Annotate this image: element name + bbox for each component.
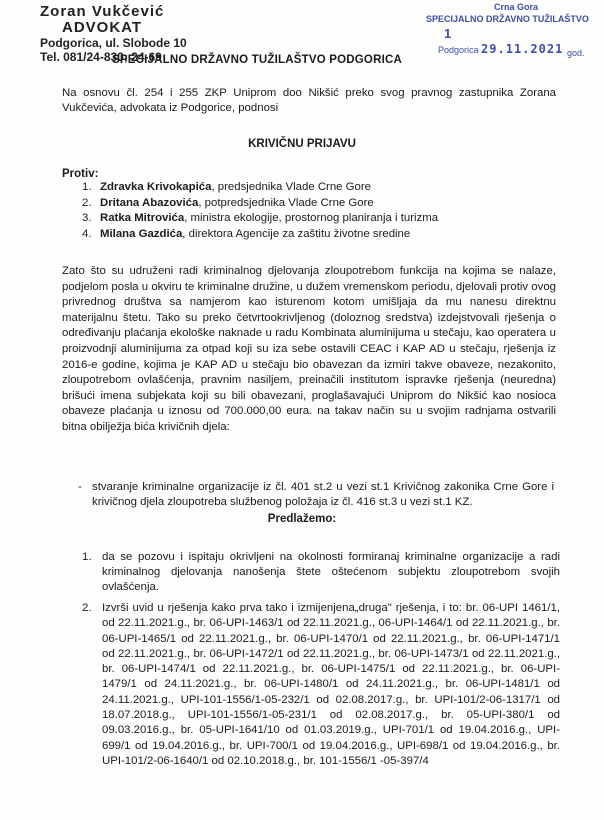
charge-item (78, 480, 554, 510)
letterhead-name: Zoran Vukčević (40, 3, 165, 20)
document-title: KRIVIČNU PRIJAVU (248, 138, 356, 150)
against-label: Protiv: (62, 168, 99, 180)
proposal-list (82, 550, 560, 775)
charge-text: stvaranje kriminalne organizacije iz čl. 401 st.2 u vezi st.1 Krivičnog zakonika Crne Gore i krivičnog djela zloupotreba službenog položaja iz čl. 416 st.3 u vezi st.1 KZ. (92, 481, 554, 508)
list-item: 2. Dritana Abazovića, potpredsjednika Vlade Crne Gore (82, 196, 374, 209)
accused-name: Dritana Abazovića (100, 196, 199, 209)
accused-name: Milana Gazdića (100, 227, 183, 240)
accused-name: Zdravka Krivokapića (100, 181, 212, 193)
proposal-text: da se pozovu i ispitaju okrivljeni na okolnosti formiranaj kriminalne organizacije a radi kriminalnog djelovanja nanošenja štete oštećenom subjektu zloupotrebom svojih ovlašćenja. (102, 551, 560, 593)
propose-heading: Predlažemo: (267, 513, 337, 525)
accused-role: , predsjednika Vlade Crne Gore (211, 181, 371, 193)
accused-list (82, 180, 438, 242)
list-item: 1. da se pozovu i ispitaju okrivljeni na okolnosti formiranaj kriminalne organizacije a radi kriminalnog djelovanja nanošenja štete oštećenom subjektu zloupotrebom svojih ovlašćenja. (82, 551, 560, 593)
stamp-date-line (438, 44, 563, 56)
accused-role: , ministra ekologije, prostornog planiranja i turizma (184, 212, 439, 224)
accused-role: , potpredsjednika Vlade Crne Gore (198, 196, 374, 209)
bullet-dash: - (78, 481, 82, 493)
list-item: 2. Izvrši uvid u rješenja kako prva tako i izmijenjena„druga" rješenja, i to: br. 06-UPI 1461/1, od 22.11.2021.g., br. 06-UPI-1463/1 od 22.11.2021.g., 06-UPI-1464/1 od 22.11.2021.g., br. 06-UPI-1465/1 od 22.11.2021.g., br. 06-UPI-1470/1 od 22.11.2021.g., br. 06-UPI-1471/1 od 22.11.2021.g., br. 06-UPI-1472/1 od 22.11.2021.g., br. 06-UPI-1473/1 od 22.11.2021.g., br. 06-UPI-1474/1 od 22.11.2021.g., br. 06-UPI-1475/1 od 22.11.2021.g., br. 06-UPI-1479/1 od 24.11.2021.g., br. 06-UPI-1480/1 od 24.11.2021.g., br. 06-UPI-1481/1 od 24.11.2021.g., UPI-101-1556/1-05-232/1 od 02.08.2017.g., br. UPI-101/2-06-1317/1 od 18.07.2018.g., UPI-101-1556/1-05-231/1 od 02.08.2017.g., br. 05-UPI-380/1 od 09.03.2016.g., br. 05-UPI-1641/10 od 01.03.2019.g., UPI-701/1 od 19.04.2016.g., UPI-699/1 od 19.04.2016.g., br. UPI-700/1 od 19.04.2016.g., UPI-698/1 od 19.04.2016.g., br. UPI-101/2-06-1640/1 od 02.10.2018.g., br. 101-1556/1 -05-397/4 (82, 602, 560, 767)
list-item: 1. Zdravka Krivokapića, predsjednika Vlade Crne Gore (82, 181, 371, 193)
list-item: 3. Ratka Mitrovića, ministra ekologije, prostornog planiranja i turizma (82, 212, 439, 224)
stamp-date: 29.11.2021 (481, 42, 564, 56)
receipt-stamp (424, 2, 600, 60)
letterhead-address: Podgorica, ul. Slobode 10 (40, 36, 187, 50)
stamp-office: SPECIJALNO DRŽAVNO TUŽILAŠTVO (426, 14, 589, 24)
body-paragraph: Zato što su udruženi radi kriminalnog djelovanja zloupotrebom funkcija na kojima se nalaze, podjelom posla u okviru te kriminalne družine, u dužem vremenskom periodu, djelovali protiv ovog privrednog društva sa namjerom kao isturenom kotom umišljaja da mu nanesu direktnu materijalnu štetu. Tako su preko četvrtookrivljenog (doloznog sredstva) izdejstvovali rješenja o određivanju plaćanja ekološke naknade u radu Kombinata aluminijuma u stečaju, kao operatera u proizvodnji aluminijuma za otpad koji su iza sebe ostavili CEAC i KAP AD u stečaju, rješenja iz 2016-e godine, kojima je KAP AD u stečaju bio obavezan da izmiri takve obaveze, nezakonito, zloupotrebom ovlašćenja, pravnim nasiljem, preinačili institutom ispravke rješenja (neuredna) brišući imena subjekata koji su bili obavezani, proglašavajući Uniprom do Nikšić kao nosioca obaveze plaćanja u iznosu od 700.000,00 eura. na takav način su u svojim radnjama ostvarili bitna obilježja bića krivičnih djela: (62, 265, 556, 433)
stamp-suffix: god. (567, 48, 585, 58)
letterhead-phone: Tel. 081/24-830; 24-69 (40, 50, 162, 64)
stamp-place: Podgorica (438, 45, 479, 55)
intro-paragraph: Na osnovu čl. 254 i 255 ZKP Uniprom doo Nikšić preko svog pravnog zastupnika Zorana Vukčevića, advokata iz Podgorice, podnosi (62, 87, 556, 114)
list-item: 4. Milana Gazdića, direktora Agencije za zaštitu životne sredine (82, 227, 411, 240)
accused-name: Ratka Mitrovića (100, 212, 185, 224)
accused-role: , direktora Agencije za zaštitu životne sredine (182, 227, 411, 240)
letterhead-role: ADVOKAT (62, 19, 143, 36)
stamp-country: Crna Gora (494, 2, 539, 12)
addressee: SPECIJALNO DRŽAVNO TUŽILAŠTVO PODGORICA (112, 54, 402, 66)
stamp-number: 1 (444, 26, 452, 41)
proposal-text: Izvrši uvid u rješenja kako prva tako i izmijenjena„druga" rješenja, i to: br. 06-UPI 1461/1, od 22.11.2021.g., br. 06-UPI-1463/1 od 22.11.2021.g., 06-UPI-1464/1 od 22.11.2021.g., br. 06-UPI-1465/1 od 22.11.2021.g., br. 06-UPI-1470/1 od 22.11.2021.g., br. 06-UPI-1471/1 od 22.11.2021.g., br. 06-UPI-1472/1 od 22.11.2021.g., br. 06-UPI-1473/1 od 22.11.2021.g., br. 06-UPI-1474/1 od 22.11.2021.g., br. 06-UPI-1475/1 od 22.11.2021.g., br. 06-UPI-1479/1 od 24.11.2021.g., br. 06-UPI-1480/1 od 24.11.2021.g., br. 06-UPI-1481/1 od 24.11.2021.g., UPI-101-1556/1-05-232/1 od 02.08.2017.g., br. UPI-101/2-06-1317/1 od 18.07.2018.g., UPI-101-1556/1-05-231/1 od 02.08.2017.g., br. 05-UPI-380/1 od 09.03.2016.g., br. 05-UPI-1641/10 od 01.03.2019.g., UPI-701/1 od 19.04.2016.g., UPI-699/1 od 19.04.2016.g., br. UPI-700/1 od 19.04.2016.g., UPI-698/1 od 19.04.2016.g., br. UPI-101/2-06-1640/1 od 02.10.2018.g., br. 101-1556/1 -05-397/4 (102, 602, 560, 767)
